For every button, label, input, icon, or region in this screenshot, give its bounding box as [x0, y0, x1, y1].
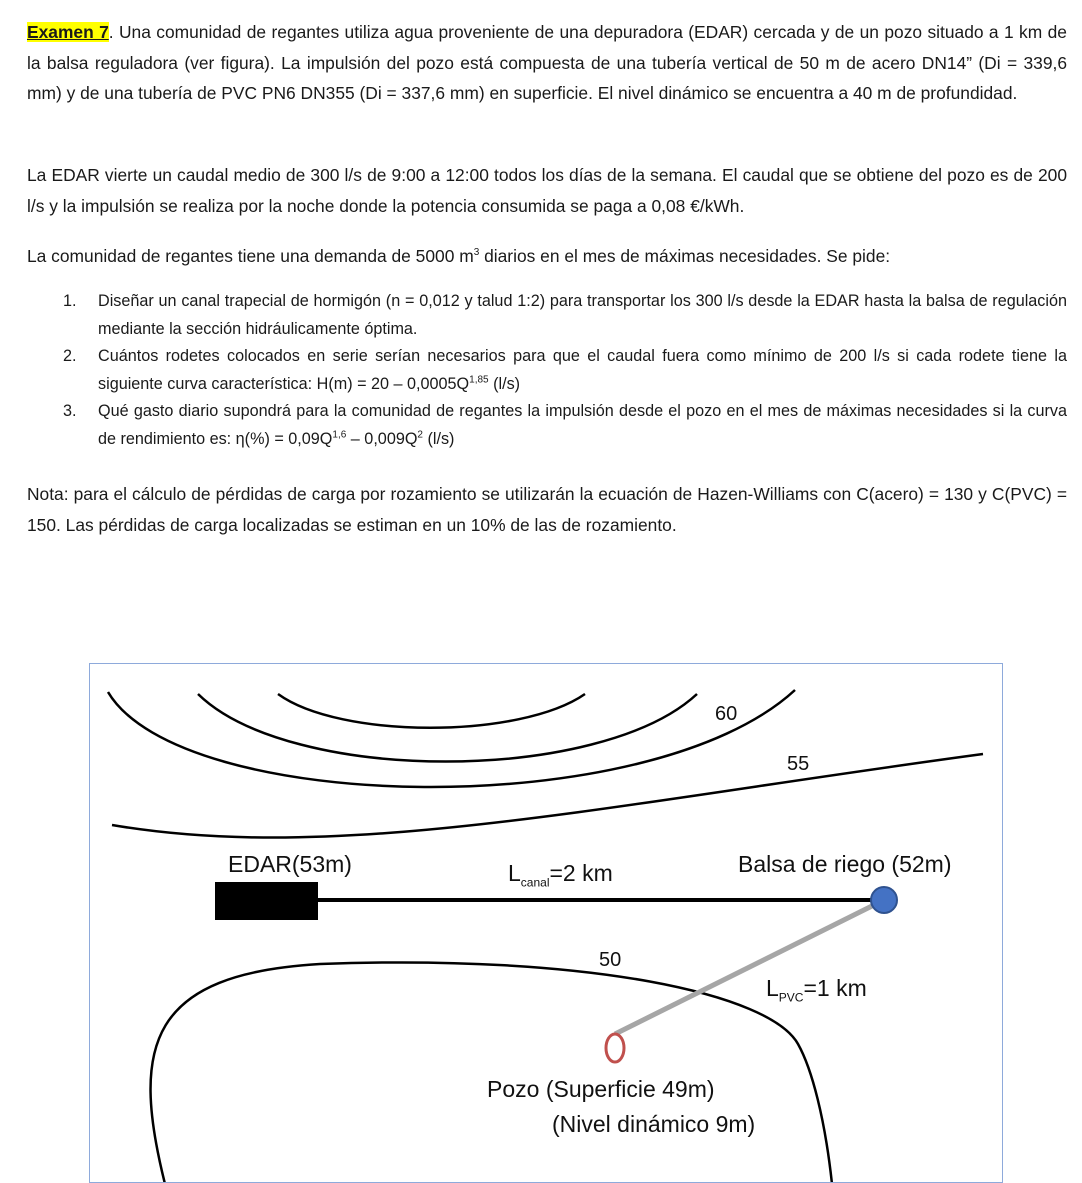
question-item [27, 343, 1067, 398]
balsa-label: Balsa de riego (52m) [738, 851, 952, 877]
demanda-text-a: La comunidad de regantes tiene una demanda de 5000 m [27, 246, 474, 266]
demanda-text-b: diarios en el mes de máximas necesidades. Se pide: [479, 246, 891, 266]
question-text: Diseñar un canal trapecial de hormigón (n = 0,012 y talud 1:2) para transportar los 300 l/s desde la EDAR hasta la balsa de regulación mediante la sección hidráulicamente óptima. [98, 292, 1067, 338]
question-number: 3. [63, 402, 77, 420]
question-number: 2. [63, 347, 77, 365]
question-text: Cuántos rodetes colocados en serie serían necesarios para que el caudal fuera como mínimo de 200 l/s si cada rodete tiene la siguiente curva característica: H(m) = 20 – 0,0005Q [98, 347, 1067, 393]
exam-title: Examen 7 [27, 22, 109, 42]
question-text-end: (l/s) [488, 374, 521, 393]
canal-length-value: =2 km [549, 860, 613, 886]
pozo-label-line2: (Nivel dinámico 9m) [552, 1111, 756, 1137]
question-item [27, 288, 1067, 343]
canal-length-label [508, 860, 613, 890]
question-text: Qué gasto diario supondrá para la comunidad de regantes la impulsión desde el pozo en el mes de máximas necesidades si la curva de rendimiento es: η(%) = 0,09Q [98, 402, 1067, 448]
contour-50-label: 50 [599, 949, 622, 971]
contour-60-label: 60 [715, 703, 738, 725]
question-text-mid: – 0,009Q [346, 429, 418, 448]
demanda-exponent: 3 [473, 247, 480, 259]
question-list [27, 288, 1067, 453]
pvc-length-subscript: PVC [778, 990, 804, 1005]
site-diagram-drawing [90, 664, 1003, 1183]
canal-length-symbol: L [508, 860, 521, 886]
paragraph-demanda [27, 241, 1067, 272]
paragraph-intro [27, 17, 1067, 109]
contour-inner-line [278, 694, 585, 728]
pvc-length-label [766, 975, 867, 1005]
pvc-length-value: =1 km [803, 975, 867, 1001]
site-diagram [89, 663, 1003, 1183]
question-text-end: (l/s) [422, 429, 455, 448]
pozo-ellipse [606, 1034, 624, 1062]
question-exponent: 2 [417, 429, 423, 441]
question-exponent: 1,6 [332, 429, 347, 441]
contour-55-label: 55 [787, 753, 810, 775]
edar-block [215, 882, 318, 920]
note-paragraph: Nota: para el cálculo de pérdidas de carga por rozamiento se utilizarán la ecuación de Hazen-Williams con C(acero) = 130 y C(PVC) = 150. Las pérdidas de carga localizadas se estiman en un 10% de las de rozamiento. [27, 484, 1067, 535]
pvc-length-symbol: L [766, 975, 779, 1001]
pvc-pipe-line [615, 900, 884, 1034]
contour-50-line [151, 962, 832, 1183]
paragraph-intro-text: . Una comunidad de regantes utiliza agua proveniente de una depuradora (EDAR) cercada y de un pozo situado a 1 km de la balsa reguladora (ver figura). La impulsión del pozo está compuesta de una tubería vertical de 50 m de acero DN14” (Di = 339,6 mm) y de una tubería de PVC PN6 DN355 (Di = 337,6 mm) en superficie. El nivel dinámico se encuentra a 40 m de profundidad. [27, 22, 1067, 103]
paragraph-caudal: La EDAR vierte un caudal medio de 300 l/s de 9:00 a 12:00 todos los días de la semana. El caudal que se obtiene del pozo es de 200 l/s y la impulsión se realiza por la noche donde la potencia consumida se paga a 0,08 €/kWh. [27, 165, 1067, 216]
question-item [27, 398, 1067, 453]
question-exponent: 1,85 [469, 374, 489, 386]
pozo-label-line1: Pozo (Superficie 49m) [487, 1076, 715, 1102]
balsa-circle [871, 887, 897, 913]
question-number: 1. [63, 292, 77, 310]
edar-label: EDAR(53m) [228, 851, 352, 877]
canal-length-subscript: canal [520, 875, 550, 890]
